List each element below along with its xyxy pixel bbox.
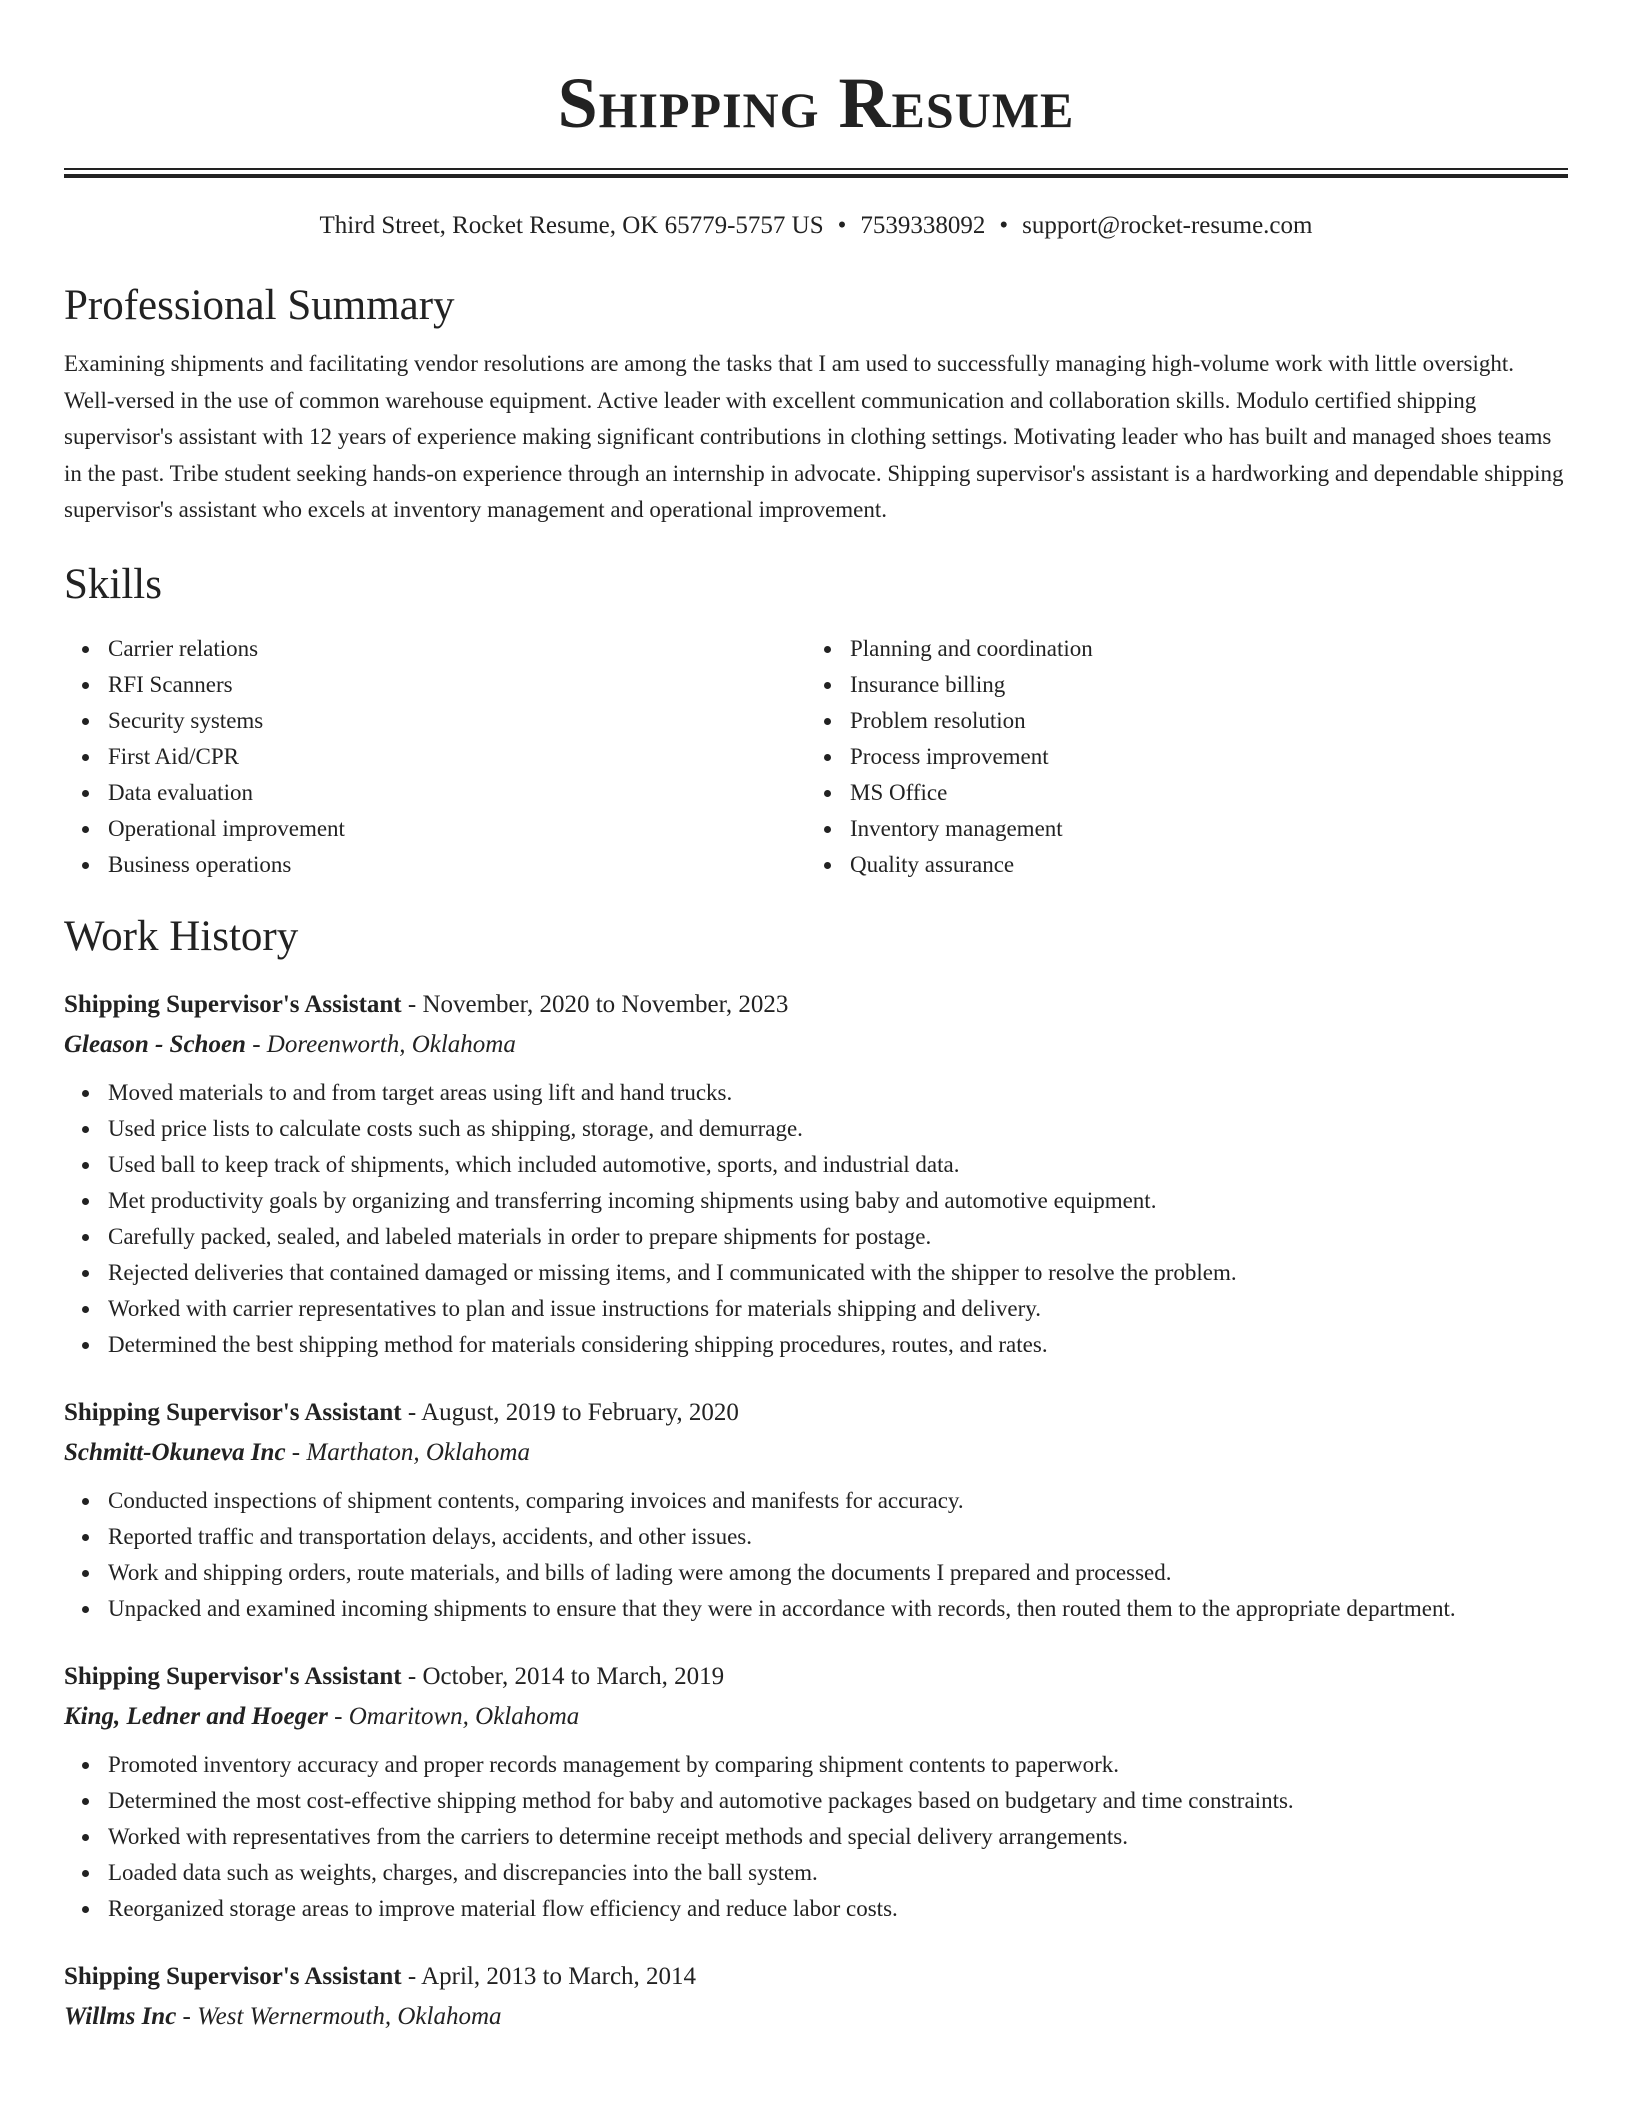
skills-column-right: [806, 631, 1548, 883]
title-divider: [64, 168, 1568, 178]
job-duty: Moved materials to and from target areas using lift and hand trucks.: [64, 1075, 1568, 1111]
contact-separator: •: [999, 212, 1009, 239]
job-role: Shipping Supervisor's Assistant: [64, 1962, 402, 1990]
job-role: Shipping Supervisor's Assistant: [64, 1662, 402, 1690]
skill-item: MS Office: [806, 775, 1548, 811]
skill-item: Carrier relations: [64, 631, 806, 667]
job-employer: [64, 1997, 1568, 2037]
job-duty: Unpacked and examined incoming shipments to ensure that they were in accordance with records, then routed them to the appropriate department.: [64, 1591, 1568, 1627]
job-dates: - April, 2013 to March, 2014: [401, 1962, 697, 1990]
job-duty: Worked with representatives from the carriers to determine receipt methods and special delivery arrangements.: [64, 1819, 1568, 1855]
work-history-heading: Work History: [64, 912, 299, 960]
skill-item: Quality assurance: [806, 847, 1548, 883]
job-duty: Work and shipping orders, route materials, and bills of lading were among the documents I prepared and processed.: [64, 1555, 1568, 1591]
contact-address: Third Street, Rocket Resume, OK 65779-5757 US: [319, 212, 824, 239]
job-location: - Omaritown, Oklahoma: [327, 1702, 580, 1730]
job-duty: Met productivity goals by organizing and transferring incoming shipments using baby and automotive equipment.: [64, 1183, 1568, 1219]
job-location: - West Wernermouth, Oklahoma: [176, 2002, 502, 2030]
summary-text: Examining shipments and facilitating vendor resolutions are among the tasks that I am used to successfully managing high-volume work with little oversight. Well-versed in the use of common warehouse equipment. Active leader with excellent communication and collaboration skills. Modulo certified shipping supervisor's assistant with 12 years of experience making significant contributions in clothing settings. Motivating leader who has built and managed shoes teams in the past. Tribe student seeking hands-on experience through an internship in advocate. Shipping supervisor's assistant is a hardworking and dependable shipping supervisor's assistant who excels at inventory management and operational improvement.: [64, 351, 1564, 522]
skills-heading: Skills: [64, 560, 162, 608]
skills-grid: [64, 631, 1568, 883]
job-header: [64, 1657, 1568, 1697]
job-duty: Determined the most cost-effective shipping method for baby and automotive packages based on budgetary and time constraints.: [64, 1783, 1568, 1819]
job-role: Shipping Supervisor's Assistant: [64, 1398, 402, 1426]
skill-item: Security systems: [64, 703, 806, 739]
summary-heading: Professional Summary: [64, 282, 455, 329]
job-duty: Carefully packed, sealed, and labeled materials in order to prepare shipments for postage.: [64, 1219, 1568, 1255]
job-header: [64, 1393, 1568, 1433]
job-duty: Rejected deliveries that contained damaged or missing items, and I communicated with the shipper to resolve the problem.: [64, 1255, 1568, 1291]
contact-separator: •: [837, 212, 847, 239]
job-role: Shipping Supervisor's Assistant: [64, 990, 402, 1018]
skill-item: RFI Scanners: [64, 667, 806, 703]
job-duty: Promoted inventory accuracy and proper records management by comparing shipment contents to paperwork.: [64, 1747, 1568, 1783]
job-entry: [64, 985, 1568, 1363]
job-duties: [64, 1747, 1568, 1927]
job-duties: [64, 1075, 1568, 1363]
job-duties: [64, 1483, 1568, 1627]
contact-phone: 7539338092: [860, 212, 986, 239]
job-company-name: King, Ledner and Hoeger: [64, 1702, 328, 1730]
job-duty: Loaded data such as weights, charges, and discrepancies into the ball system.: [64, 1855, 1568, 1891]
job-company-name: Gleason - Schoen: [64, 1030, 246, 1058]
contact-line: [64, 208, 1568, 244]
job-header: [64, 985, 1568, 1025]
job-location: - Doreenworth, Oklahoma: [245, 1030, 516, 1058]
job-header: [64, 1957, 1568, 1997]
job-duty: Used price lists to calculate costs such as shipping, storage, and demurrage.: [64, 1111, 1568, 1147]
job-duty: Reorganized storage areas to improve material flow efficiency and reduce labor costs.: [64, 1891, 1568, 1927]
skill-item: Inventory management: [806, 811, 1548, 847]
skill-item: Business operations: [64, 847, 806, 883]
job-dates: - August, 2019 to February, 2020: [401, 1398, 739, 1426]
skill-item: Problem resolution: [806, 703, 1548, 739]
skill-item: Operational improvement: [64, 811, 806, 847]
skill-item: Planning and coordination: [806, 631, 1548, 667]
job-dates: - October, 2014 to March, 2019: [401, 1662, 725, 1690]
resume-title: Shipping Resume: [557, 63, 1075, 143]
job-entry: [64, 1657, 1568, 1927]
job-employer: [64, 1697, 1568, 1737]
job-company-name: Schmitt-Okuneva Inc: [64, 1438, 286, 1466]
job-employer: [64, 1025, 1568, 1065]
job-company-name: Willms Inc: [64, 2002, 177, 2030]
contact-email: support@rocket-resume.com: [1022, 212, 1313, 239]
job-duty: Worked with carrier representatives to plan and issue instructions for materials shipping and delivery.: [64, 1291, 1568, 1327]
job-entry: [64, 1957, 1568, 2037]
skill-item: First Aid/CPR: [64, 739, 806, 775]
skill-item: Process improvement: [806, 739, 1548, 775]
job-duty: Conducted inspections of shipment contents, comparing invoices and manifests for accuracy.: [64, 1483, 1568, 1519]
skill-item: Data evaluation: [64, 775, 806, 811]
job-entry: [64, 1393, 1568, 1627]
skills-column-left: [64, 631, 806, 883]
job-duty: Determined the best shipping method for materials considering shipping procedures, routes, and rates.: [64, 1327, 1568, 1363]
job-location: - Marthaton, Oklahoma: [285, 1438, 530, 1466]
job-duty: Reported traffic and transportation delays, accidents, and other issues.: [64, 1519, 1568, 1555]
job-dates: - November, 2020 to November, 2023: [401, 990, 789, 1018]
job-employer: [64, 1433, 1568, 1473]
skill-item: Insurance billing: [806, 667, 1548, 703]
job-duty: Used ball to keep track of shipments, which included automotive, sports, and industrial data.: [64, 1147, 1568, 1183]
